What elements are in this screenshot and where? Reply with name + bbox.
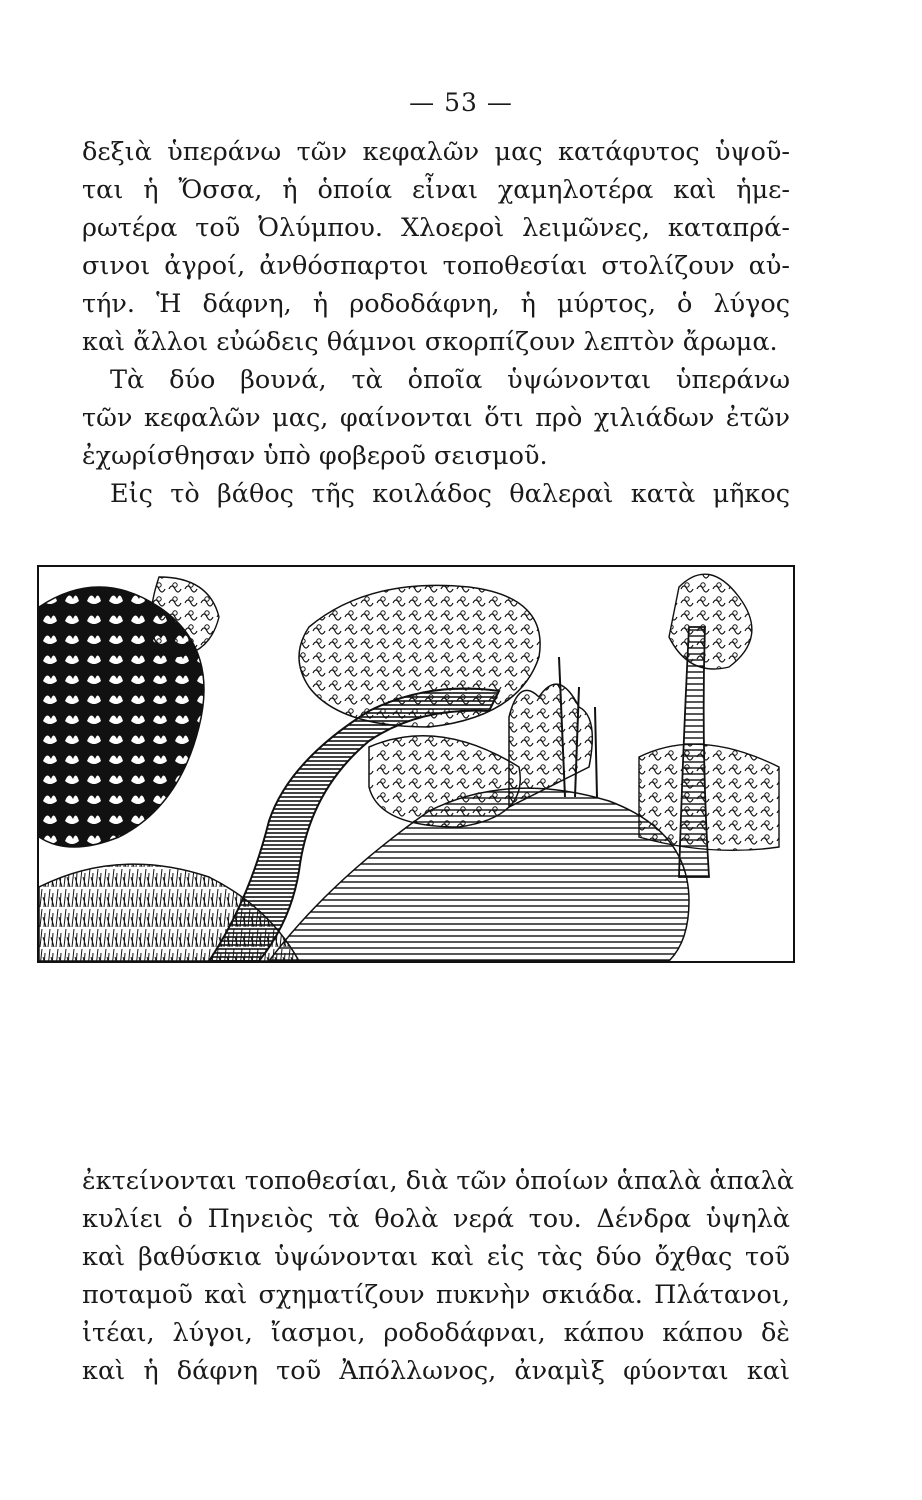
text-line: καὶ ἡ δάφνη τοῦ Ἀπόλλωνος, ἀναμὶξ φύονται καὶ [82,1356,790,1386]
text-line: ται ἡ Ὄσσα, ἡ ὁποία εἶναι χαμηλοτέρα καὶ ἡμε- [82,175,790,205]
text-line: ρωτέρα τοῦ Ὀλύμπου. Χλοεροὶ λειμῶνες, καταπρά- [82,213,790,243]
text-line: τῶν κεφαλῶν μας, φαίνονται ὅτι πρὸ χιλιάδων ἐτῶν [82,403,790,433]
text-line: ἐχωρίσθησαν ὑπὸ φοβεροῦ σεισμοῦ. [82,441,548,471]
text-line: τήν. Ἡ δάφνη, ἡ ροδοδάφνη, ἡ μύρτος, ὁ λύγος [82,289,790,319]
text-line: ἐκτείνονται τοποθεσίαι, διὰ τῶν ὁποίων ἁπαλὰ ἁπαλὰ [82,1166,795,1196]
text-line: δεξιὰ ὑπεράνω τῶν κεφαλῶν μας κατάφυτος ὑψοῦ- [82,137,790,167]
text-line: Εἰς τὸ βάθος τῆς κοιλάδος θαλεραὶ κατὰ μῆκος [110,479,790,509]
bottom-paragraph [82,1162,795,1390]
text-line: καὶ ἄλλοι εὐώδεις θάμνοι σκορπίζουν λεπτὸν ἄρωμα. [82,327,778,357]
river-illustration [37,565,795,963]
text-line: κυλίει ὁ Πηνειὸς τὰ θολὰ νερά του. Δένδρα ὑψηλὰ [82,1204,790,1234]
text-line: σινοι ἀγροί, ἀνθόσπαρτοι τοποθεσίαι στολίζουν αὐ- [82,251,790,281]
top-paragraph [82,133,790,513]
text-line: ἰτέαι, λύγοι, ἴασμοι, ροδοδάφναι, κάπου κάπου δὲ [82,1318,790,1348]
text-line: Τὰ δύο βουνά, τὰ ὁποῖα ὑψώνονται ὑπεράνω [110,365,790,395]
text-line: ποταμοῦ καὶ σχηματίζουν πυκνὴν σκιάδα. Πλάτανοι, [82,1280,790,1310]
text-line: καὶ βαθύσκια ὑψώνονται καὶ εἰς τὰς δύο ὄχθας τοῦ [82,1242,790,1272]
engraving-drawing [39,567,793,961]
page-number: — 53 — [409,88,513,117]
